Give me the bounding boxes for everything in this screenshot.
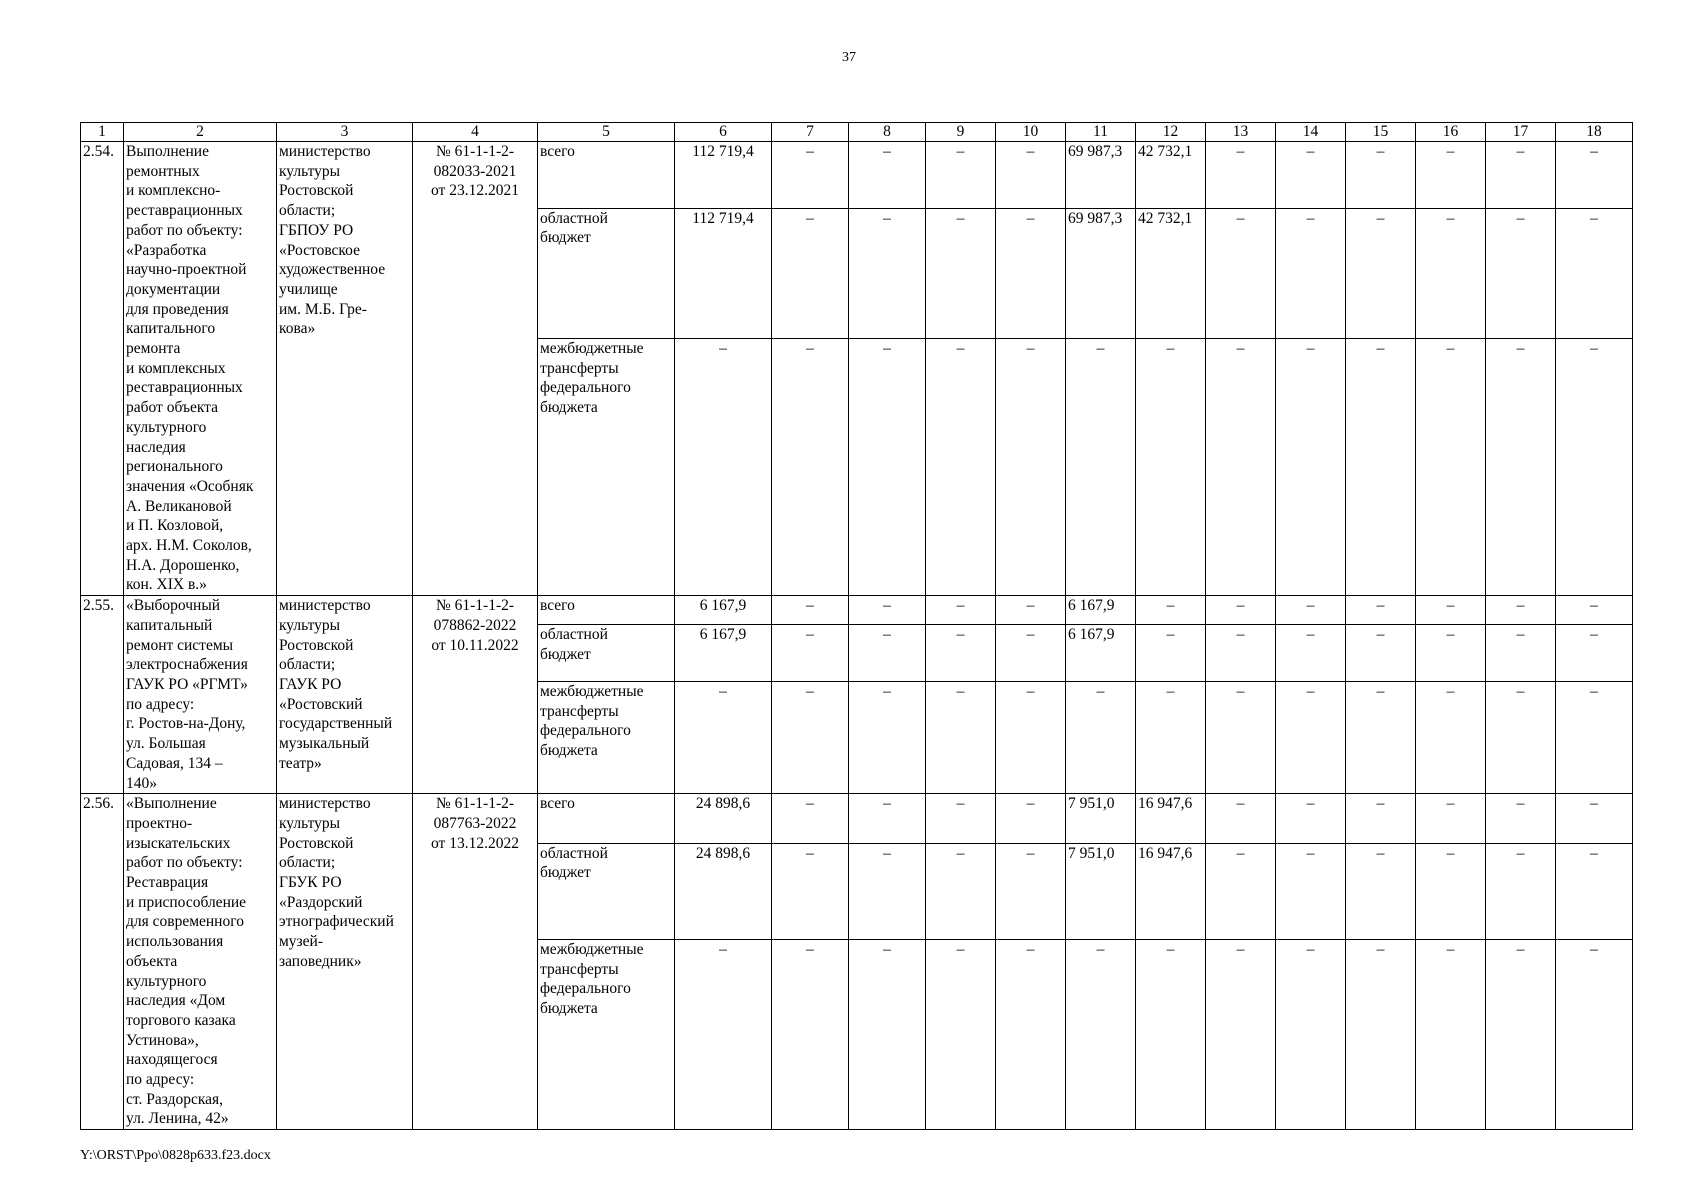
value-cell: – — [1346, 208, 1416, 338]
column-header: 11 — [1066, 123, 1136, 142]
value-cell: 24 898,6 — [675, 843, 772, 939]
value-cell: – — [1206, 794, 1276, 843]
value-cell: 6 167,9 — [675, 625, 772, 682]
value-cell: – — [1486, 939, 1556, 1129]
item-name: «Выполнение проектно- изыскательских работ по объекту: Реставрация и приспособление для современного использования объекта культурного наследия «Дом торгового казака Устинова», находящегося по адресу: ст. Раздорская, ул. Ленина, 42» — [124, 794, 277, 1130]
value-cell: – — [1206, 142, 1276, 209]
footer-file-path: Y:\ORST\Ppo\0828p633.f23.docx — [80, 1148, 271, 1163]
column-header: 16 — [1416, 123, 1486, 142]
funding-source: областной бюджет — [538, 625, 675, 682]
column-header: 15 — [1346, 123, 1416, 142]
value-cell: 24 898,6 — [675, 794, 772, 843]
value-cell: – — [996, 596, 1066, 625]
funding-source: областной бюджет — [538, 208, 675, 338]
value-cell: – — [926, 596, 996, 625]
value-cell: – — [1556, 208, 1633, 338]
value-cell: – — [1486, 794, 1556, 843]
value-cell: – — [926, 338, 996, 595]
value-cell: – — [1276, 682, 1346, 794]
value-cell: – — [1556, 338, 1633, 595]
column-header: 14 — [1276, 123, 1346, 142]
value-cell: – — [1206, 208, 1276, 338]
value-cell: – — [1136, 625, 1206, 682]
funding-source: всего — [538, 596, 675, 625]
page-number: 37 — [842, 50, 856, 65]
value-cell: 42 732,1 — [1136, 142, 1206, 209]
value-cell: 42 732,1 — [1136, 208, 1206, 338]
value-cell: – — [926, 939, 996, 1129]
value-cell: – — [1346, 939, 1416, 1129]
value-cell: – — [1066, 939, 1136, 1129]
value-cell: – — [849, 625, 926, 682]
value-cell: – — [849, 208, 926, 338]
item-number: 2.56. — [81, 794, 124, 1130]
value-cell: – — [1486, 208, 1556, 338]
value-cell: – — [1136, 682, 1206, 794]
column-header: 13 — [1206, 123, 1276, 142]
value-cell: – — [1276, 939, 1346, 1129]
value-cell: – — [1346, 794, 1416, 843]
value-cell: – — [1486, 843, 1556, 939]
funding-source: областной бюджет — [538, 843, 675, 939]
value-cell: – — [772, 794, 849, 843]
table-row — [81, 794, 1633, 843]
value-cell: – — [772, 843, 849, 939]
value-cell: – — [1346, 625, 1416, 682]
column-header: 6 — [675, 123, 772, 142]
value-cell: – — [996, 338, 1066, 595]
value-cell: – — [1416, 794, 1486, 843]
column-header: 10 — [996, 123, 1066, 142]
value-cell: – — [1276, 208, 1346, 338]
value-cell: – — [772, 208, 849, 338]
value-cell: – — [926, 794, 996, 843]
value-cell: 6 167,9 — [1066, 625, 1136, 682]
value-cell: – — [1276, 625, 1346, 682]
value-cell: – — [849, 794, 926, 843]
value-cell: – — [1416, 682, 1486, 794]
value-cell: – — [772, 939, 849, 1129]
value-cell: – — [1486, 596, 1556, 625]
column-header: 4 — [413, 123, 538, 142]
value-cell: 6 167,9 — [1066, 596, 1136, 625]
value-cell: – — [1206, 596, 1276, 625]
value-cell: – — [1346, 338, 1416, 595]
value-cell: 69 987,3 — [1066, 208, 1136, 338]
value-cell: – — [1416, 596, 1486, 625]
value-cell: – — [1486, 142, 1556, 209]
table-row — [81, 142, 1633, 209]
value-cell: 7 951,0 — [1066, 794, 1136, 843]
value-cell: – — [926, 142, 996, 209]
value-cell: – — [1276, 843, 1346, 939]
value-cell: – — [1206, 939, 1276, 1129]
executor: министерство культуры Ростовской области; ГАУК РО «Ростовский государственный музыкальный театр» — [277, 596, 413, 794]
column-header: 5 — [538, 123, 675, 142]
value-cell: – — [1556, 596, 1633, 625]
value-cell: – — [772, 338, 849, 595]
value-cell: – — [772, 142, 849, 209]
funding-source: межбюджетные трансферты федерального бюджета — [538, 338, 675, 595]
value-cell: – — [1346, 142, 1416, 209]
value-cell: – — [1136, 939, 1206, 1129]
funding-source: межбюджетные трансферты федерального бюджета — [538, 939, 675, 1129]
column-header: 3 — [277, 123, 413, 142]
value-cell: – — [1066, 682, 1136, 794]
value-cell: 112 719,4 — [675, 208, 772, 338]
value-cell: – — [772, 625, 849, 682]
contract-number: № 61-1-1-2- 078862-2022 от 10.11.2022 — [413, 596, 538, 794]
value-cell: – — [1276, 596, 1346, 625]
value-cell: – — [1276, 794, 1346, 843]
value-cell: – — [1416, 939, 1486, 1129]
value-cell: – — [675, 939, 772, 1129]
value-cell: – — [926, 625, 996, 682]
contract-number: № 61-1-1-2- 087763-2022 от 13.12.2022 — [413, 794, 538, 1130]
value-cell: – — [996, 939, 1066, 1129]
item-number: 2.54. — [81, 142, 124, 596]
column-header: 17 — [1486, 123, 1556, 142]
funding-source: всего — [538, 794, 675, 843]
value-cell: – — [1486, 338, 1556, 595]
value-cell: – — [1346, 682, 1416, 794]
value-cell: – — [772, 682, 849, 794]
value-cell: – — [849, 939, 926, 1129]
column-header: 9 — [926, 123, 996, 142]
value-cell: – — [1416, 338, 1486, 595]
value-cell: – — [1556, 794, 1633, 843]
executor: министерство культуры Ростовской области; ГБУК РО «Раздорский этнографический музей- заповедник» — [277, 794, 413, 1130]
column-header: 12 — [1136, 123, 1206, 142]
value-cell: – — [1276, 142, 1346, 209]
value-cell: – — [675, 682, 772, 794]
value-cell: – — [996, 208, 1066, 338]
column-header: 8 — [849, 123, 926, 142]
value-cell: 69 987,3 — [1066, 142, 1136, 209]
value-cell: 16 947,6 — [1136, 843, 1206, 939]
value-cell: – — [1206, 625, 1276, 682]
value-cell: – — [1136, 596, 1206, 625]
value-cell: – — [849, 142, 926, 209]
value-cell: – — [996, 843, 1066, 939]
value-cell: – — [996, 142, 1066, 209]
funding-source: всего — [538, 142, 675, 209]
column-header: 1 — [81, 123, 124, 142]
value-cell: – — [1136, 338, 1206, 595]
value-cell: – — [1276, 338, 1346, 595]
budget-table — [80, 122, 1633, 1130]
table-row — [81, 596, 1633, 625]
value-cell: – — [1206, 682, 1276, 794]
value-cell: 7 951,0 — [1066, 843, 1136, 939]
value-cell: – — [926, 682, 996, 794]
item-name: Выполнение ремонтных и комплексно- реставрационных работ по объекту: «Разработка научно-проектной документации для проведения капитального ремонта и комплексных реставрационных работ объекта культурного наследия регионального значения «Особняк А. Великановой и П. Козловой, арх. Н.М. Соколов, Н.А. Дорошенко, кон. XIX в.» — [124, 142, 277, 596]
column-header: 18 — [1556, 123, 1633, 142]
item-number: 2.55. — [81, 596, 124, 794]
value-cell: – — [849, 843, 926, 939]
item-name: «Выборочный капитальный ремонт системы электроснабжения ГАУК РО «РГМТ» по адресу: г. Ростов-на-Дону, ул. Большая Садовая, 134 – 140» — [124, 596, 277, 794]
value-cell: 112 719,4 — [675, 142, 772, 209]
value-cell: – — [996, 625, 1066, 682]
value-cell: – — [1556, 939, 1633, 1129]
value-cell: – — [1206, 843, 1276, 939]
header-row — [81, 123, 1633, 142]
value-cell: – — [926, 208, 996, 338]
value-cell: – — [1416, 843, 1486, 939]
contract-number: № 61-1-1-2- 082033-2021 от 23.12.2021 — [413, 142, 538, 596]
value-cell: – — [1486, 625, 1556, 682]
value-cell: – — [926, 843, 996, 939]
value-cell: – — [1346, 843, 1416, 939]
value-cell: – — [772, 596, 849, 625]
executor: министерство культуры Ростовской области; ГБПОУ РО «Ростовское художественное училище им. М.Б. Гре- кова» — [277, 142, 413, 596]
value-cell: – — [1556, 682, 1633, 794]
value-cell: – — [1556, 625, 1633, 682]
value-cell: – — [1066, 338, 1136, 595]
value-cell: – — [1346, 596, 1416, 625]
value-cell: – — [1416, 625, 1486, 682]
value-cell: – — [996, 794, 1066, 843]
value-cell: – — [1416, 142, 1486, 209]
value-cell: – — [996, 682, 1066, 794]
value-cell: – — [1556, 843, 1633, 939]
value-cell: – — [849, 596, 926, 625]
column-header: 2 — [124, 123, 277, 142]
value-cell: – — [1556, 142, 1633, 209]
value-cell: – — [1486, 682, 1556, 794]
value-cell: – — [849, 338, 926, 595]
value-cell: 6 167,9 — [675, 596, 772, 625]
value-cell: 16 947,6 — [1136, 794, 1206, 843]
value-cell: – — [1416, 208, 1486, 338]
value-cell: – — [849, 682, 926, 794]
column-header: 7 — [772, 123, 849, 142]
value-cell: – — [675, 338, 772, 595]
funding-source: межбюджетные трансферты федерального бюджета — [538, 682, 675, 794]
value-cell: – — [1206, 338, 1276, 595]
